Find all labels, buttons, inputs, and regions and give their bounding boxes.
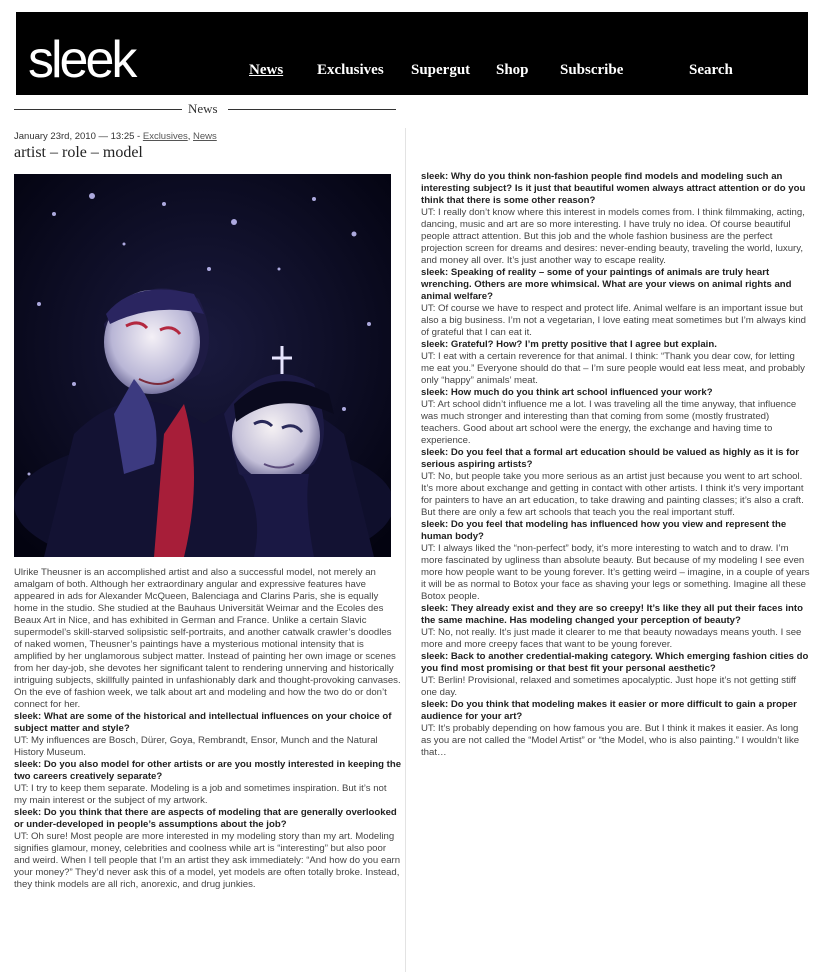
- site-header: [16, 12, 808, 95]
- category-link-news[interactable]: News: [193, 131, 217, 142]
- category-separator: ,: [187, 131, 194, 142]
- interview-question: sleek: Speaking of reality – some of your paintings of animals are truly heart wrenching. Others are more whimsical. What are your views on animal rights and animal welfare?: [421, 267, 792, 302]
- category-link-exclusives[interactable]: Exclusives: [142, 131, 188, 142]
- interview-question: sleek: Grateful? How? I’m pretty positive that I agree but explain.: [421, 339, 717, 350]
- interview-answer: UT: I try to keep them separate. Modeling is a job and sometimes inspiration. But it’s not my main interest or the subject of my artwork.: [14, 783, 387, 806]
- painting-image: [14, 174, 391, 557]
- nav-search[interactable]: Search: [689, 62, 733, 78]
- nav-supergut[interactable]: Supergut: [411, 62, 471, 78]
- sleek-logo[interactable]: sleek: [28, 31, 135, 89]
- interview-answer: UT: No, but people take you more serious as an artist just because you went to art school. It’s more about exchange and getting in contact with other artists. I think it’s very important for painters to have an art education, to take drawing and painting classes; it’s also a craft. But there are only a few art schools that teach you the real important stuff.: [421, 471, 804, 518]
- interview-question: sleek: Do you feel that modeling has influenced how you view and represent the human body?: [421, 519, 787, 542]
- section-heading: [14, 100, 396, 120]
- interview-answer: UT: My influences are Bosch, Dürer, Goya, Rembrandt, Ensor, Munch and the Natural History Museum.: [14, 735, 378, 758]
- post-meta: [14, 131, 217, 142]
- interview-question: sleek: Do you also model for other artists or are you mostly interested in keeping the two careers creatively separate?: [14, 759, 402, 782]
- interview-question: sleek: What are some of the historical and intellectual influences on your choice of subject matter and style?: [14, 711, 392, 734]
- nav-news[interactable]: News: [249, 62, 284, 78]
- interview-answer: UT: I eat with a certain reverence for that animal. I think: “Thank you dear cow, for letting me eat you.” Everyone should do that – I’m sure people would eat less meat, and probably only “happy” animals’ meat.: [421, 351, 805, 386]
- interview-answer: UT: Oh sure! Most people are more interested in my modeling story than my art. Modeling signifies glamour, money, celebrities and coolness while art is “interesting” but also poor and weird. When I tell people that I’m an artist they ask immediately: “And how do you earn your money?” They’d never ask this of a model, yet models are often totally broke. Instead, they think models are all rich, anorexic, and drug junkies.: [14, 831, 401, 890]
- section-rule-right: [228, 109, 396, 110]
- interview-question: sleek: Do you think that there are aspects of modeling that are generally overlooked or under-developed in people’s assumptions about the job?: [14, 807, 397, 830]
- interview-question: sleek: They already exist and they are so creepy! It’s like they all put their faces into the same machine. Has modeling changed your perception of beauty?: [421, 603, 803, 626]
- section-rule-left: [14, 109, 182, 110]
- main-nav: [16, 62, 808, 86]
- intro-paragraph: Ulrike Theusner is an accomplished artist and also a successful model, not merely an amalgam of both. Although her extraordinary angular and expressive features have appeared in ads for Alexander McQueen, Balenciaga and Clarins Paris, she is equally home in the studio. She studied at the Bauhaus Universität Weimar and the Ecoles des Beaux Art in Nice, and has exhibited in German and France. Unlike a certain Slavic supermodel’s skill-starved solipsistic self-portraits, and another catwalk crawler’s doodles of naked women, Theusner’s paintings have a mysterious motional intensity that is amplified by her unglamorous subject matter. Instead of painting her own image or scenes from her day-job, she devotes her significant talent to rendering unnerving and historically intriguing subjects, skillfully painted in unfashionably dark and thought-provoking canvases. On the eve of fashion week, we talk about art and modeling and how the two do or don’t connect for her.: [14, 567, 401, 710]
- interview-question: sleek: Why do you think non-fashion people find models and modeling such an interesting subject? Is it just that beautiful women always attract attention or do you think that there is some other reason?: [421, 171, 806, 206]
- interview-question: sleek: Do you think that modeling makes it easier or more difficult to gain a proper audience for your art?: [421, 699, 797, 722]
- column-divider: [405, 128, 406, 972]
- interview-answer: UT: I always liked the “non-perfect” body, it’s more interesting to watch and to draw. I’m more fascinated by ugliness than absolute beauty. But because of my modeling I see even more how people want to be young forever. It’s getting weird – imagine, in a couple of years it will be as normal to Botox your face as shaving your legs or something. Imagine all these Botox people.: [421, 543, 810, 602]
- interview-question: sleek: How much do you think art school influenced your work?: [421, 387, 713, 398]
- article-right-column: [421, 171, 810, 759]
- interview-question: sleek: Do you feel that a formal art education should be valued as highly as it is for serious aspiring artists?: [421, 447, 799, 470]
- interview-answer: UT: Of course we have to respect and protect life. Animal welfare is an important issue but also a big business. I’m not a vegetarian, I love eating meat sometimes but I’m always kind of grateful that I can eat it.: [421, 303, 807, 338]
- interview-answer: UT: Berlin! Provisional, relaxed and sometimes apocalyptic. Just hope it’s not getting stiff one day.: [421, 675, 797, 698]
- painting-artwork: [14, 174, 391, 557]
- post-title: artist – role – model: [14, 144, 143, 161]
- nav-exclusives[interactable]: Exclusives: [317, 62, 384, 78]
- interview-answer: UT: No, not really. It’s just made it clearer to me that beauty nowadays means youth. I see more and more creepy faces that want to be young forever.: [421, 627, 802, 650]
- post-date: January 23rd, 2010 — 13:25 -: [14, 131, 141, 142]
- interview-answer: UT: It’s probably depending on how famous you are. But I think it makes it easier. As long as you are not called the “Model Artist” or “the Model, who is also painting.” I wouldn’t like that…: [421, 723, 800, 758]
- nav-subscribe[interactable]: Subscribe: [560, 62, 624, 78]
- section-label: News: [188, 101, 218, 116]
- article-left-column: [14, 567, 402, 891]
- nav-shop[interactable]: Shop: [496, 62, 529, 78]
- interview-question: sleek: Back to another credential-making category. Which emerging fashion cities do you find most promising or that best fit your personal aesthetic?: [421, 651, 809, 674]
- interview-answer: UT: Art school didn’t influence me a lot. I was traveling all the time anyway, that influence was much stronger and interesting than that coming from some (mostly frustrated) teachers. Good about art school were the energy, the exchange and having time to experience.: [421, 399, 797, 446]
- interview-answer: UT: I really don’t know where this interest in models comes from. I think filmmaking, acting, dancing, music and art are so more interesting. I have truly no idea. Of course beautiful people attract attention. But this job and the whole fashion business are the perfect projection screen for dreams and desires: never-ending beauty, traveling the world, luxury, and money all over. It’s just another way to escape reality.: [421, 207, 805, 266]
